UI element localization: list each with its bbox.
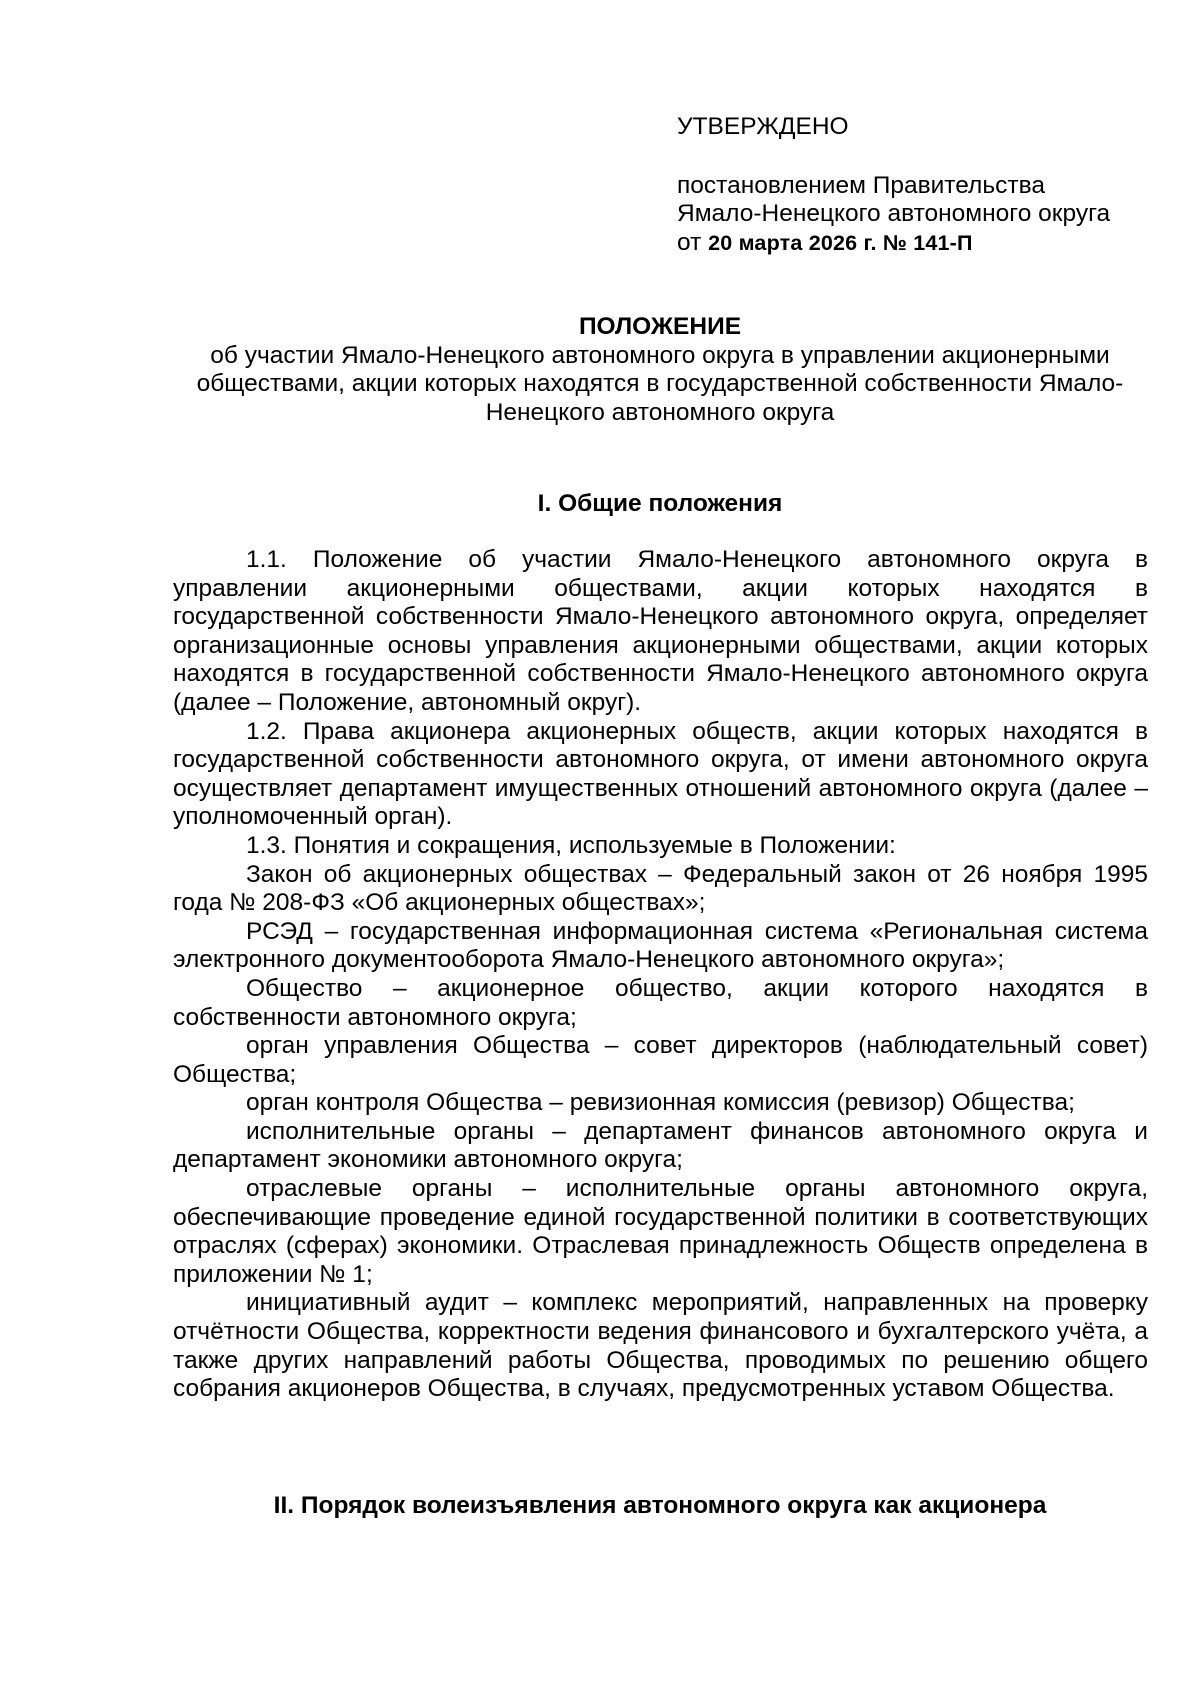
paragraph: Общество – акционерное общество, акции которого находятся в собственности автономного округа;: [173, 974, 1148, 1031]
approval-line-2: Ямало-Ненецкого автономного округа: [677, 200, 1111, 228]
approval-status: УТВЕРЖДЕНО: [677, 113, 849, 140]
paragraph: инициативный аудит – комплекс мероприятий, направленных на проверку отчётности Общества, корректности ведения финансового и бухгалтерского учёта, а также других направлений работы Общества, проводимых по решению общего собрания акционеров Общества, в случаях, предусмотренных уставом Общества.: [173, 1289, 1148, 1403]
document-title: [170, 313, 1150, 427]
paragraph: отраслевые органы – исполнительные органы автономного округа, обеспечивающие проведение единой государственной политики в соответствующих отраслях (сферах) экономики. Отраслевая принадлежность Обществ определена в приложении № 1;: [173, 1175, 1148, 1288]
paragraph: 1.2. Права акционера акционерных обществ, акции которых находятся в государственной собственности автономного округа, от имени автономного округа осуществляет департамент имущественных отношений автономного округа (далее – уполномоченный орган).: [173, 717, 1148, 831]
approval-line-1: постановлением Правительства: [677, 171, 1045, 199]
section-1-body: [173, 546, 1148, 1404]
approval-block: [677, 113, 1157, 257]
paragraph: Закон об акционерных обществах – Федеральный закон от 26 ноября 1995 года № 208-ФЗ «Об акционерных обществах»;: [173, 860, 1148, 917]
paragraph: РСЭД – государственная информационная система «Региональная система электронного документооборота Ямало-Ненецкого автономного округа»;: [173, 917, 1148, 974]
title-subtitle: об участии Ямало-Ненецкого автономного округа в управлении акционерными обществами, акции которых находятся в государственной собственности Ямало-Ненецкого автономного округа: [196, 341, 1124, 426]
approval-decree-line: [677, 229, 1157, 258]
paragraph: исполнительные органы – департамент финансов автономного округа и департамент экономики автономного округа;: [173, 1117, 1148, 1174]
paragraph: орган управления Общества – совет директоров (наблюдательный совет) Общества;: [173, 1032, 1148, 1088]
paragraph: 1.1. Положение об участии Ямало-Ненецкого автономного округа в управлении акционерными обществами, акции которых находятся в государственной собственности Ямало-Ненецкого автономного округа, определяет организационные основы управления акционерными обществами, акции которых находятся в государственной собственности Ямало-Ненецкого автономного округа (далее – Положение, автономный округ).: [173, 546, 1148, 716]
paragraph: 1.3. Понятия и сокращения, используемые в Положении:: [246, 831, 896, 859]
section-1-title: I. Общие положения: [537, 490, 783, 517]
section-2-title: II. Порядок волеизъявления автономного округа как акционера: [273, 1492, 1047, 1519]
title-heading: ПОЛОЖЕНИЕ: [578, 313, 742, 340]
decree-number: 20 марта 2026 г. № 141-П: [708, 230, 973, 255]
paragraph: орган контроля Общества – ревизионная комиссия (ревизор) Общества;: [246, 1089, 1075, 1117]
approval-prefix: от: [677, 228, 702, 256]
